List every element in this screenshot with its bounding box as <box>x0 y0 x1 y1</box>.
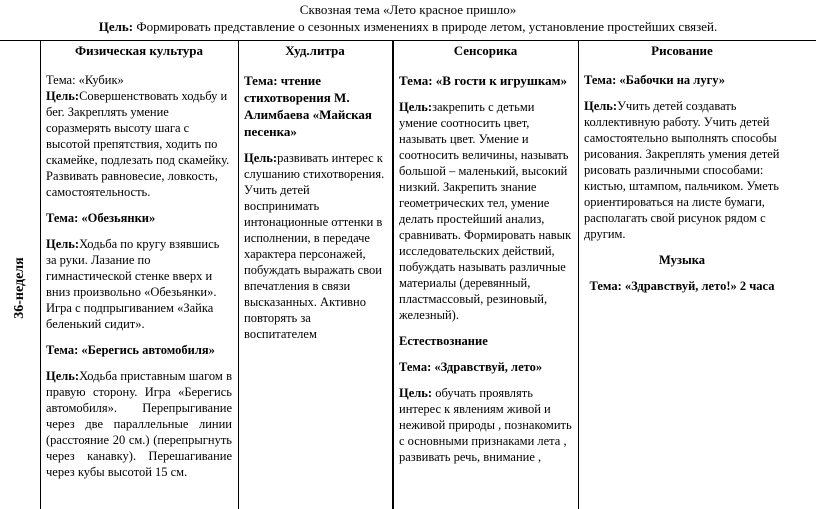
nature-topic: Тема: «Здравствуй, лето» <box>399 360 543 374</box>
lit-topic: Тема: чтение стихотворения М. Алимбаева «Майская песенка» <box>244 73 372 139</box>
theme-title: Сквозная тема «Лето красное пришло» <box>299 2 517 17</box>
nature-goal <box>399 385 572 465</box>
goal-text: Ходьба приставным шагом в правую сторону. Игра «Берегись автомобиля». Перепрыгивание через две параллельные линии (расстояние 20 см.) (перепрыгнуть через канавку). Перешагивание через кубы высотой 15 см. <box>46 369 232 479</box>
goal-text: обучать проявлять интерес к явлениям живой и неживой природы , познакомить с основными признаками лета , развивать речь, внимание , <box>399 386 572 464</box>
col-divider <box>578 40 579 509</box>
goal-line <box>0 19 816 35</box>
music-topic: Тема: «Здравствуй, лето!» 2 часа <box>589 279 775 293</box>
goal-label: Цель: <box>46 89 80 103</box>
draw-topic: Тема: «Бабочки на лугу» <box>584 73 726 87</box>
col-divider <box>393 40 394 509</box>
lit-goal <box>244 150 386 342</box>
goal-text: Формировать представление о сезонных изменениях в природе летом, установление простейших связей. <box>133 19 718 34</box>
goal-label: Цель: <box>399 386 433 400</box>
goal-text: Ходьба по кругу взявшись за руки. Лазание по гимнастической стенке вверх и вниз произвольно «Обезьянки». Игра с подпрыгиванием «Зайка беленький сидит». <box>46 237 220 331</box>
music-subject: Музыка <box>659 253 705 267</box>
goal-label: Цель: <box>46 237 80 251</box>
sens-goal <box>399 99 572 323</box>
plan-table <box>0 40 816 509</box>
pe-goal-2 <box>46 236 232 332</box>
goal-text: развивать интерес к слушанию стихотворения. Учить детей воспринимать интонационные оттенки в исполнении, в передаче характера персонажей, побуждать выражать свои впечатления в связи высказанных. Активно повторять за воспитателем <box>244 151 385 341</box>
pe-goal-1 <box>46 88 232 200</box>
column-literature <box>244 40 386 342</box>
pe-topic-2: Тема: «Обезьянки» <box>46 211 156 225</box>
goal-label: Цель: <box>399 100 433 114</box>
column-title: Худ.литра <box>285 43 345 58</box>
column-title: Физическая культура <box>74 43 204 58</box>
column-drawing <box>584 40 780 294</box>
sens-topic: Тема: «В гости к игрушкам» <box>399 73 568 88</box>
col-divider <box>40 40 41 509</box>
pe-goal-3 <box>46 368 232 480</box>
goal-label: Цель: <box>584 99 618 113</box>
goal-text: Совершенствовать ходьбу и бег. Закреплять умение соразмерять высоту шага с высотой препятствия, ходить по скамейке, подлезать под скамейку. Развивать равновесие, ловкость, самостоятельность. <box>46 89 230 199</box>
pe-topic-1: Тема: «Кубик» <box>46 73 124 87</box>
column-sensory <box>399 40 572 465</box>
week-label: 36-неделя <box>12 257 27 319</box>
column-physical-education <box>46 40 232 480</box>
goal-text: Учить детей создавать коллективную работу. Учить детей самостоятельно выполнять способы рисования. Закреплять умения детей рисовать различными способами: кистью, штампом, пальчиком. Уметь ориентироваться на листе бумаги, располагать свой рисунок рядом с другим. <box>584 99 780 241</box>
column-title: Сенсорика <box>453 43 518 58</box>
pe-topic-3: Тема: «Берегись автомобиля» <box>46 343 215 357</box>
column-title: Рисование <box>651 43 713 58</box>
col-divider <box>238 40 239 509</box>
goal-label: Цель: <box>98 19 134 34</box>
goal-label: Цель: <box>46 369 80 383</box>
draw-goal <box>584 98 780 242</box>
week-cell <box>0 240 40 340</box>
nature-subject: Естествознание <box>399 334 488 348</box>
goal-text: закрепить с детьми умение соотносить цвет, называть цвет. Умение и соотносить величины, называть большой – маленький, высокий низкий. Закрепить знание геометрических тел, умение делать простейший анализ, сравнивать. Формировать навык исследовательских действий, побуждать называть различные материалы (деревянный, пластмассовый, резиновый, железный). <box>399 100 572 322</box>
goal-label: Цель: <box>244 151 278 165</box>
